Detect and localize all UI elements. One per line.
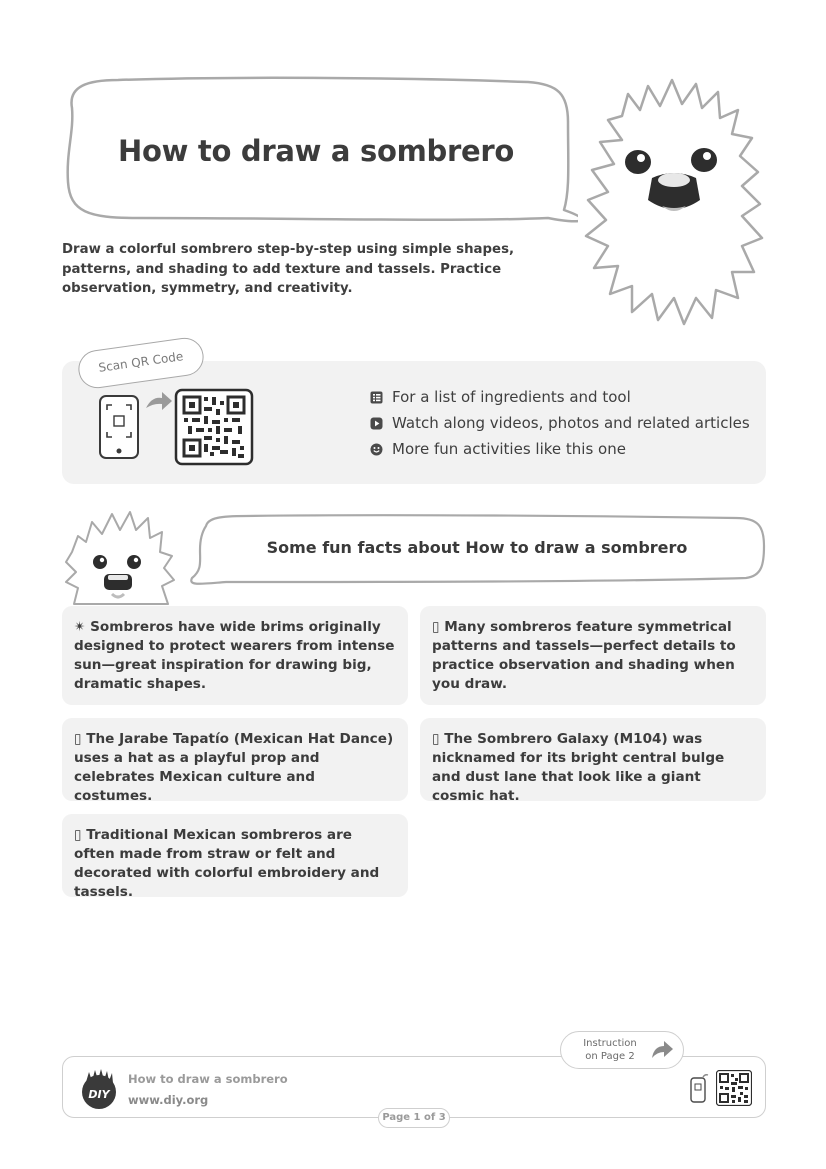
- fact-card: ✴ Sombreros have wide brims originally designed to protect wearers from intense sun—great inspiration for drawing big, dramatic shapes.: [62, 606, 408, 705]
- forward-arrow-icon: [650, 1040, 674, 1060]
- fact-card: ▯ Traditional Mexican sombreros are often made from straw or felt and decorated with colorful embroidery and tassels.: [62, 814, 408, 897]
- page-title: How to draw a sombrero: [118, 134, 514, 168]
- intro-paragraph: Draw a colorful sombrero step-by-step using simple shapes, patterns, and shading to add texture and tassels. Practice observation, symmetry, and creativity.: [62, 242, 515, 296]
- smiley-icon: [370, 443, 383, 456]
- fact-card: ▯ The Sombrero Galaxy (M104) was nicknamed for its bright central bulge and dust lane that look like a giant cosmic hat.: [420, 718, 766, 801]
- diy-logo-text: DIY: [88, 1088, 110, 1101]
- fact-card: ▯ The Jarabe Tapatío (Mexican Hat Dance) uses a hat as a playful prop and celebrates Mexican culture and costumes.: [62, 718, 408, 801]
- page-indicator: Page 1 of 3: [378, 1108, 450, 1128]
- qr-code-icon: [176, 390, 252, 464]
- phone-scan-illustration: [92, 388, 260, 468]
- feature-videos: [370, 412, 750, 434]
- fact-card: ▯ Many sombreros feature symmetrical patterns and tassels—perfect details to practice observation and shading when you draw.: [420, 606, 766, 705]
- instruction-line-2: on Page 2: [585, 1051, 635, 1062]
- qr-code-mini-icon: [716, 1070, 752, 1106]
- footer-url-link[interactable]: www.diy.org: [128, 1093, 209, 1107]
- scan-qr-label: Scan QR Code: [76, 335, 206, 390]
- arrow-icon: [146, 392, 172, 410]
- list-icon: [370, 391, 383, 404]
- feature-label: For a list of ingredients and tool: [392, 388, 631, 406]
- instruction-line-1: Instruction: [583, 1038, 637, 1049]
- yeti-mascot-illustration: [582, 76, 768, 328]
- yeti-mascot-small-illustration: [64, 508, 178, 608]
- instruction-label: [576, 1037, 644, 1063]
- phone-icon: [100, 396, 138, 458]
- phone-mini-icon: [688, 1074, 710, 1104]
- feature-activities: [370, 438, 626, 460]
- facts-heading: Some fun facts about How to draw a sombrero: [266, 538, 688, 557]
- footer-title: How to draw a sombrero: [128, 1072, 288, 1086]
- feature-label: Watch along videos, photos and related articles: [392, 414, 750, 432]
- play-icon: [370, 417, 383, 430]
- feature-ingredients-list: [370, 386, 631, 408]
- feature-label: More fun activities like this one: [392, 440, 626, 458]
- diy-logo: [78, 1068, 120, 1110]
